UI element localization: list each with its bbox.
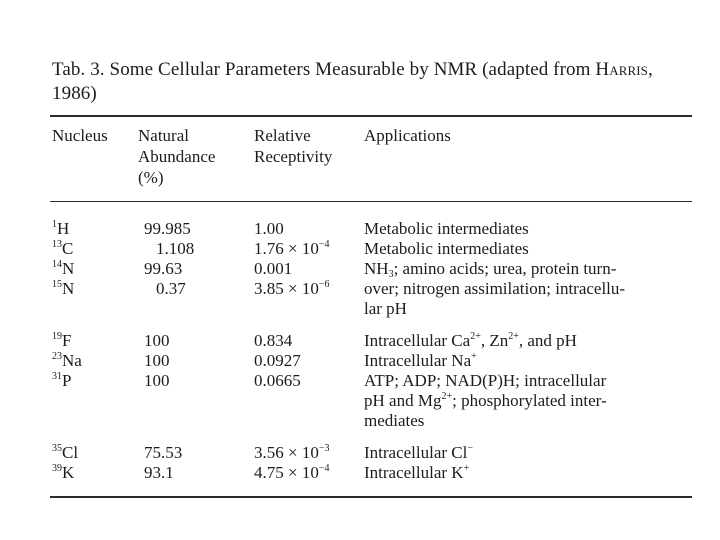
table-caption [52,58,692,106]
header-applications: Applications [364,126,451,145]
header-receptivity: Relative Receptivity [254,126,333,166]
abundance-cell: 93.1 [144,463,174,482]
bottom-rule [50,496,692,498]
applications-cell: Metabolic intermediates [364,239,529,258]
receptivity-cell: $3.85 \times 10^{-6}$ [254,279,330,298]
abundance-cell: 99.63 [144,259,183,278]
receptivity-cell: $3.56 \times 10^{-3}$ [254,443,330,462]
receptivity-cell: $4.75 \times 10^{-4}$ [254,463,330,482]
applications-cell: Intracellular $Ca^{2+}$, $Zn^{2+}$, and pH [364,331,577,350]
nucleus-cell: $^1$H [52,219,70,238]
nucleus-cell: $^{14}$N [52,259,75,278]
applications-cell: Intracellular Cl− [364,443,474,462]
nucleus-cell: $^{23}$Na [52,351,82,370]
nucleus-cell: $^{15}$N [52,279,75,298]
abundance-cell: 99.985 [144,219,191,238]
receptivity-cell: 0.834 [254,331,293,350]
applications-cell: ATP; ADP; NAD(P)H; intracellular pH and $Mg^{2+}$; phosphorylated inter- mediates [364,371,607,430]
abundance-cell: 75.53 [144,443,183,462]
abundance-cell: 0.37 [156,279,186,298]
applications-cell: Metabolic intermediates [364,219,529,238]
header-abundance: Natural Abundance (%) [138,126,216,187]
receptivity-cell: 0.0665 [254,371,301,390]
applications-cell: $NH_3$; amino acids; urea, protein turn- [364,259,617,280]
top-rule [50,115,692,117]
caption-text: Some Cellular Parameters Measurable by NMR (adapted from [109,59,591,80]
caption-year: 1986) [52,83,97,104]
abundance-cell: 100 [144,371,170,390]
applications-cell: over; nitrogen assimilation; intracellu- lar pH [364,279,626,318]
caption-prefix: Tab. 3. [52,59,105,80]
abundance-cell: 100 [144,331,170,350]
nucleus-cell: $^{13}$C [52,239,74,258]
header-rule [50,201,692,202]
applications-cell: Intracellular Na+ [364,351,477,370]
receptivity-cell: 0.0927 [254,351,301,370]
receptivity-cell: $1.76 \times 10^{-4}$ [254,239,330,258]
abundance-cell: 100 [144,351,170,370]
nucleus-cell: $^{35}$Cl [52,443,79,462]
nucleus-cell: $^{31}$P [52,371,72,390]
receptivity-cell: 0.001 [254,259,293,278]
abundance-cell: 1.108 [156,239,195,258]
caption-author: Harris [595,59,649,80]
applications-cell: Intracellular K+ [364,463,470,482]
caption-suffix: , [648,59,653,80]
nucleus-cell: $^{39}$K [52,463,75,482]
header-nucleus: Nucleus [52,126,108,145]
nucleus-cell: $^{19}$F [52,331,72,350]
receptivity-cell: 1.00 [254,219,284,238]
